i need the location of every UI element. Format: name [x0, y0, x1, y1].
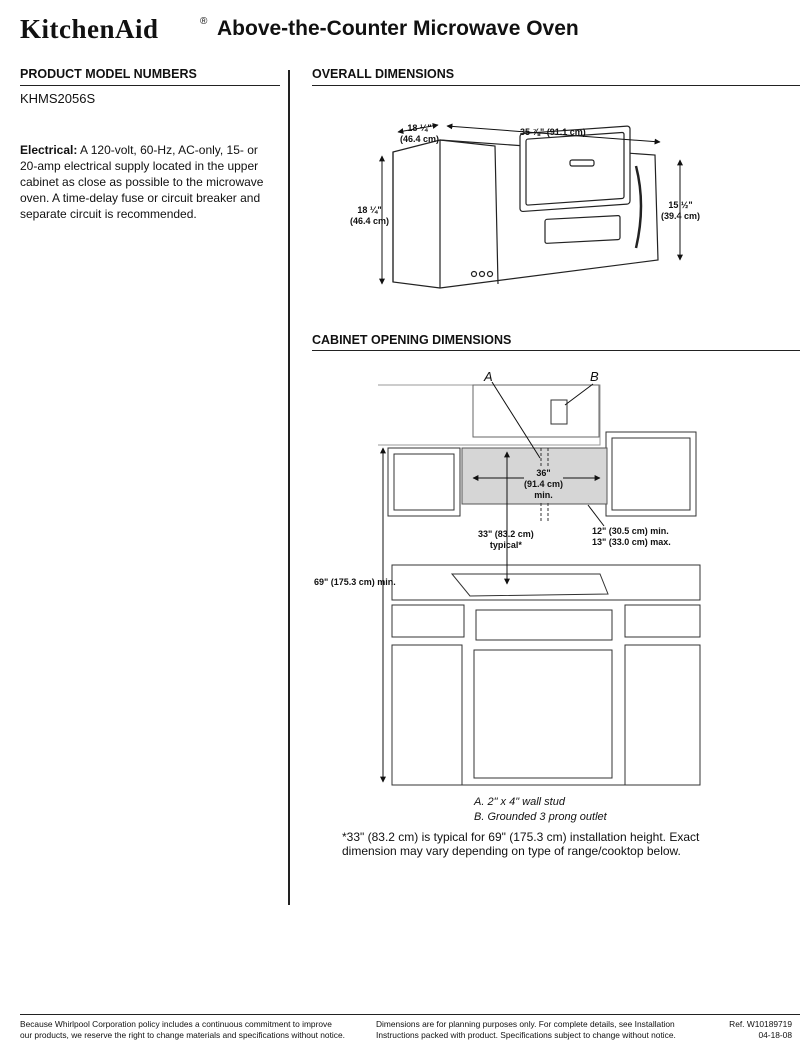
product-model-heading: PRODUCT MODEL NUMBERS — [20, 67, 197, 81]
height-69-label: 69" (175.3 cm) min. — [314, 577, 396, 587]
callout-b: B — [590, 369, 599, 384]
overall-dimensions-heading: OVERALL DIMENSIONS — [312, 67, 455, 81]
footer-left-2: our products, we reserve the right to change materials and specifications without notice. — [20, 1030, 345, 1040]
width-in: 36" — [536, 468, 551, 478]
footer-left-1: Because Whirlpool Corporation policy includes a continuous commitment to improve — [20, 1019, 332, 1029]
electrical-text: A 120-volt, 60-Hz, AC-only, 15- or 20-amp electrical supply located in the upper cabinet as close as possible to the microwave oven. A time-delay fuse or circuit breaker and separate circuit is recommended. — [20, 143, 264, 221]
electrical-label: Electrical: — [20, 143, 78, 157]
footer-rule — [20, 1014, 800, 1015]
cabinet-opening-heading: CABINET OPENING DIMENSIONS — [312, 333, 512, 347]
ref-number: Ref. W10189719 — [729, 1019, 792, 1029]
cabinet-illustration — [378, 385, 700, 785]
height-left-in: 18 ¼" — [357, 205, 382, 215]
height-right-in: 15 ½" — [668, 200, 693, 210]
depth-top-cm: (46.4 cm) — [400, 134, 440, 144]
depth-line1: 12" (30.5 cm) min. — [592, 526, 669, 536]
depth-line2: 13" (33.0 cm) max. — [592, 537, 671, 547]
gap-label — [478, 529, 534, 551]
width-36-label — [524, 468, 563, 501]
width-cm: (91.4 cm) — [524, 479, 564, 489]
footer-middle — [376, 1019, 676, 1041]
microwave-illustration — [393, 126, 658, 288]
footer-left — [20, 1019, 345, 1041]
ref-date: 04-18-08 — [758, 1030, 792, 1040]
height-left-label — [350, 205, 389, 227]
callout-a: A — [484, 369, 493, 384]
depth-label — [592, 526, 671, 548]
legend — [474, 795, 607, 825]
footer-mid-2: Instructions packed with product. Specifications subject to change without notice. — [376, 1030, 676, 1040]
depth-top-in: 18 ¼" — [407, 123, 432, 133]
width-min: min. — [534, 490, 553, 500]
model-number: KHMS2056S — [20, 91, 96, 106]
page-title: Above-the-Counter Microwave Oven — [217, 17, 579, 40]
legend-a: A. 2" x 4" wall stud — [474, 796, 565, 808]
height-left-cm: (46.4 cm) — [350, 216, 390, 226]
depth-top-label — [400, 123, 439, 145]
height-right-label — [661, 200, 700, 222]
footer-ref — [729, 1019, 792, 1041]
registered-mark: ® — [200, 16, 208, 27]
footer-mid-1: Dimensions are for planning purposes only. For complete details, see Installation — [376, 1019, 675, 1029]
legend-b: B. Grounded 3 prong outlet — [474, 811, 607, 823]
height-right-cm: (39.4 cm) — [661, 211, 701, 221]
gap-line2: typical* — [489, 540, 522, 550]
footnote: *33" (83.2 cm) is typical for 69" (175.3 cm) installation height. Exact dimension may vary depending on type of range/cooktop below. — [342, 830, 700, 858]
brand-logo: KitchenAid — [20, 14, 159, 44]
width-label: 35 ⅞" (91.1 cm) — [520, 127, 586, 137]
gap-line1: 33" (83.2 cm) — [478, 529, 534, 539]
